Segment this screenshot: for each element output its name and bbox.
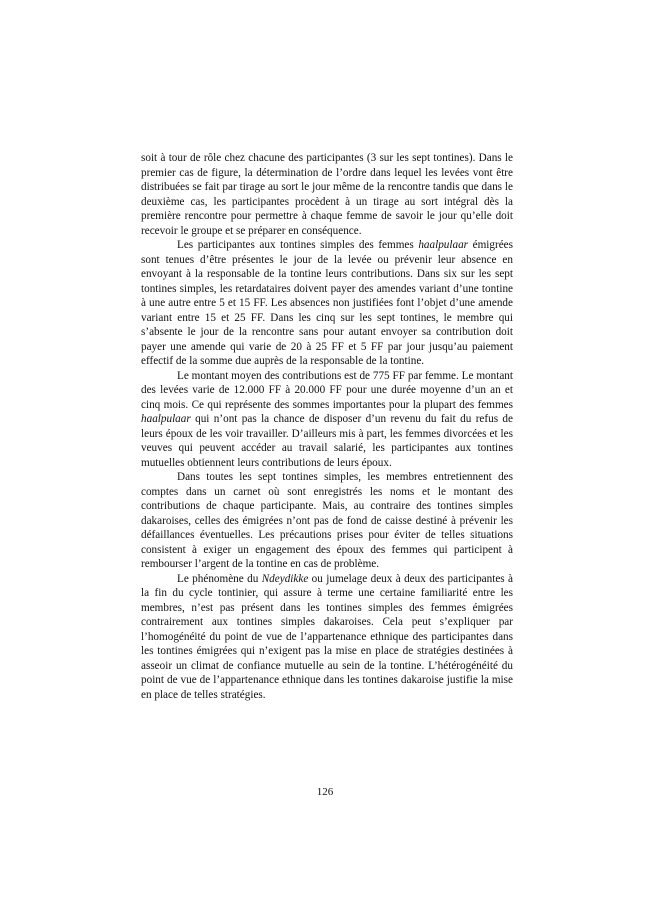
text-run: Le phénomène du <box>177 572 262 585</box>
italic-term: haalpulaar <box>141 413 191 425</box>
paragraph <box>141 151 513 238</box>
text-run: Les participantes aux tontines simples des femmes <box>177 239 419 251</box>
text-run: soit à tour de rôle chez chacune des participantes (3 sur les sept tontines). Dans le premier cas de figure, la détermination de l’ordre dans lequel les levées vont être distribuées se fait par tirage au sort le jour même de la rencontre tandis que dans le deuxième cas, les participantes procèdent à un tirage au sort intégral dès la première rencontre pour permettre à chaque femme de savoir le jour qu’elle doit recevoir le groupe et se préparer en conséquence. <box>141 152 513 237</box>
paragraph <box>141 470 513 572</box>
paragraph <box>141 572 513 703</box>
text-run: émigrées sont tenues d’être présentes le jour de la levée ou prévenir leur absence en envoyant à la responsable de la tontine leurs contributions. Dans six sur les sept tontines simples, les retardataires doivent payer des amendes variant d’une tontine à une autre entre 5 et 15 FF. Les absences non justifiées font l’objet d’une amende variant entre 15 et 25 FF. Dans les cinq sur les sept tontines, le membre qui s’absente le jour de la rencontre sans pour autant envoyer sa contribution doit payer une amende qui varie de 20 à 25 FF et 5 FF par jour jusqu’au paiement effectif de la somme due auprès de la responsable de la tontine. <box>141 239 513 367</box>
text-run: Dans toutes les sept tontines simples, les membres entretiennent des comptes dans un carnet où sont enregistrés les noms et le montant des contributions de chaque participante. Mais, au contraire des tontines simples dakaroises, celles des émigrées n’ont pas de fond de caisse destiné à prévenir les défaillances éventuelles. Les précautions prises pour éviter de telles situations consistent à exiger un engagement des époux des femmes qui participent à rembourser l’argent de la tontine en cas de problème. <box>141 471 513 570</box>
paragraph <box>141 238 513 369</box>
body-text <box>141 151 513 702</box>
text-run: qui n’ont pas la chance de disposer d’un revenu du fait du refus de leurs époux de les voir travailler. D’ailleurs mis à part, les femmes divorcées et les veuves qui peuvent accéder au travail salarié, les participantes aux tontines mutuelles obtiennent leurs contributions de leurs époux. <box>141 413 513 469</box>
text-run: ou jumelage deux à deux des participantes à la fin du cycle tontinier, qui assure à terme une certaine familiarité entre les membres, n’est pas présent dans les tontines simples des femmes émigrées contrairement aux tontines simples dakaroises. Cela peut s’expliquer par l’homogénéité du point de vue de l’appartenance ethnique des participantes dans les tontines émigrées qui n’exigent pas la mise en place de stratégies destinées à asseoir un climat de confiance mutuelle au sein de la tontine. L’hétérogénéité du point de vue de l’appartenance ethnique dans les tontines dakaroise justifie la mise en place de telles stratégies. <box>141 572 514 701</box>
paragraph <box>141 369 513 471</box>
italic-term: haalpulaar <box>418 239 469 251</box>
page-number: 126 <box>316 786 334 798</box>
text-run: Le montant moyen des contributions est de 775 FF par femme. Le montant des levées varie de 12.000 FF à 20.000 FF pour une durée moyenne d’un an et cinq mois. Ce qui représente des sommes importantes pour la plupart des femmes <box>141 369 513 411</box>
italic-term: Ndeydikke <box>261 572 309 585</box>
